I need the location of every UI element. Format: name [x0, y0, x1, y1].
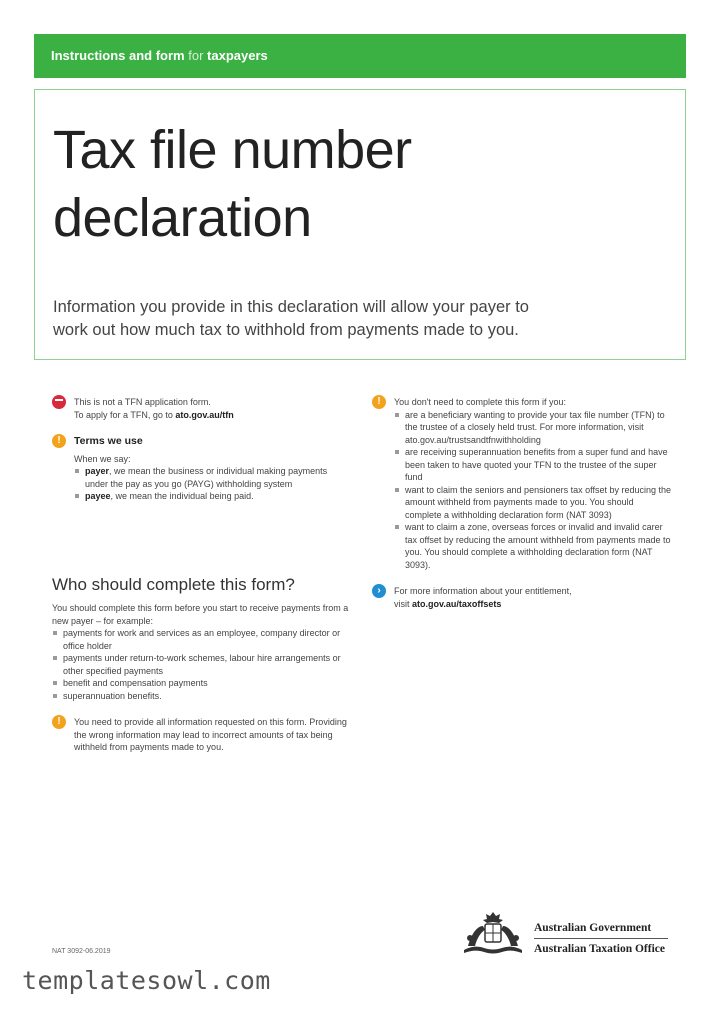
terms-heading: Terms we use — [74, 435, 143, 447]
term-payer: payer — [85, 466, 110, 476]
page-title-line2: declaration — [53, 188, 312, 248]
form-code: NAT 3092-06.2019 — [52, 948, 111, 955]
page-subtitle — [53, 296, 667, 342]
more-info-section — [372, 585, 672, 610]
gov-line1: Australian Government — [534, 922, 668, 939]
page-subtitle-line1: Information you provide in this declaration will allow your payer to — [53, 298, 529, 316]
page-subtitle-line2: work out how much tax to withhold from payments made to you. — [53, 321, 519, 339]
term-payer-def: , we mean the business or individual making payments under the pay as you go (PAYG) withholding system — [85, 466, 328, 489]
no-need-intro: You don't need to complete this form if you: — [394, 397, 566, 407]
government-logo-text — [534, 922, 668, 955]
not-tfn-line1: This is not a TFN application form. — [74, 397, 211, 407]
right-column — [372, 396, 672, 624]
terms-section — [52, 435, 352, 503]
watermark: templatesowl.com — [22, 966, 271, 995]
more-info-line1: For more information about your entitlement, — [394, 586, 572, 596]
exclamation-icon: ! — [52, 434, 66, 448]
terms-intro: When we say: — [74, 453, 131, 464]
term-payee: payee — [85, 491, 111, 501]
who-list — [52, 627, 352, 702]
list-item: are a beneficiary wanting to provide your tax file number (TFN) to the trustee of a closely held trust. For more information, visit ato.gov.au/trustsandtfnwithholding — [394, 409, 672, 447]
who-heading: Who should complete this form? — [52, 575, 295, 594]
more-info-prefix: visit — [394, 598, 410, 609]
page-title-line1: Tax file number — [53, 120, 412, 180]
terms-list — [74, 465, 352, 503]
accuracy-warning — [52, 716, 352, 754]
list-item: superannuation benefits. — [52, 690, 352, 703]
title-box — [34, 89, 686, 360]
banner-text-main: Instructions and form — [51, 48, 185, 63]
exclamation-icon: ! — [52, 715, 66, 729]
list-item — [74, 490, 352, 503]
banner-text-for: for — [188, 48, 204, 63]
banner-text-audience: taxpayers — [207, 48, 268, 63]
list-item: payments for work and services as an employee, company director or office holder — [52, 627, 352, 652]
list-item: are receiving superannuation benefits from a super fund and have been taken to have quoted your TFN to the trustee of the super fund — [394, 446, 672, 484]
list-item: want to claim a zone, overseas forces or invalid and invalid carer tax offset by reducing the amount withheld from payments made to you. You should complete a withholding declaration form (NAT 3093). — [394, 521, 672, 571]
not-tfn-prefix: To apply for a TFN, go to — [74, 409, 173, 420]
no-entry-icon — [52, 395, 66, 409]
list-item: payments under return-to-work schemes, labour hire arrangements or other specified payments — [52, 652, 352, 677]
list-item: want to claim the seniors and pensioners tax offset by reducing the amount withheld from payments made to you. You should complete a withholding declaration form (NAT 3093) — [394, 484, 672, 522]
exclamation-icon: ! — [372, 395, 386, 409]
no-need-list — [394, 409, 672, 572]
not-tfn-line2 — [74, 409, 352, 422]
list-item: benefit and compensation payments — [52, 677, 352, 690]
coat-of-arms-icon — [458, 908, 528, 960]
who-section — [52, 574, 352, 768]
not-tfn-notice — [52, 396, 352, 421]
page-title — [53, 116, 667, 252]
chevron-right-icon: › — [372, 584, 386, 598]
term-payee-def: , we mean the individual being paid. — [110, 491, 254, 501]
taxoffsets-link[interactable]: ato.gov.au/taxoffsets — [412, 598, 502, 609]
more-info-line2 — [394, 598, 672, 611]
no-need-section — [372, 396, 672, 571]
list-item — [74, 465, 352, 490]
left-column — [52, 396, 352, 517]
accuracy-warning-text: You need to provide all information requested on this form. Providing the wrong information may lead to incorrect amounts of tax being withheld from payments made to you. — [74, 717, 347, 752]
tfn-link[interactable]: ato.gov.au/tfn — [175, 409, 234, 420]
who-intro: You should complete this form before you start to receive payments from a new payer – for example: — [52, 603, 349, 626]
header-banner — [34, 34, 686, 78]
gov-line2: Australian Taxation Office — [534, 943, 665, 955]
